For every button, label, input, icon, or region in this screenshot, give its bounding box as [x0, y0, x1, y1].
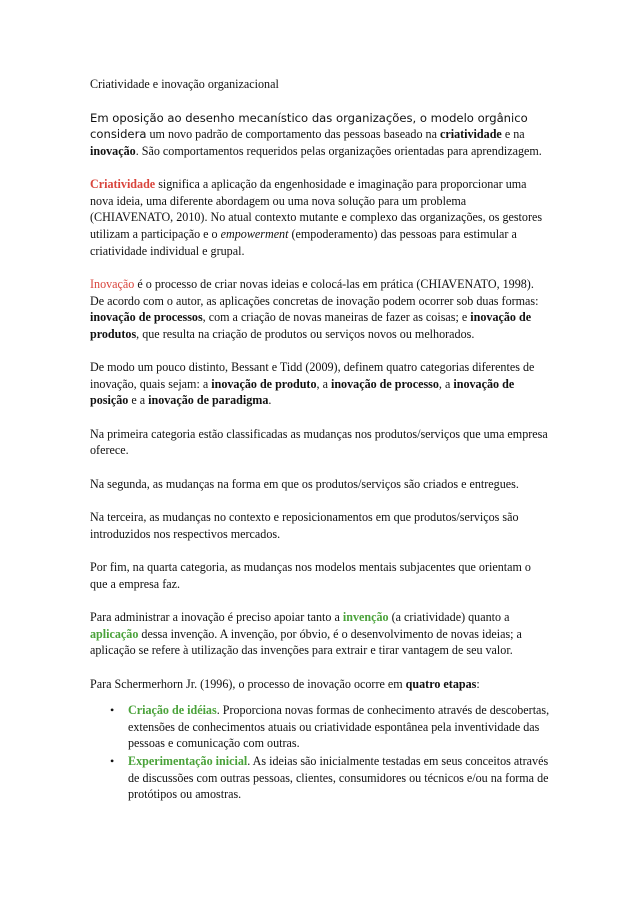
- bold-term: inovação de paradigma: [148, 393, 269, 408]
- list-item: [90, 702, 550, 752]
- text-run: (empoderamento) das pessoas para estimular a criatividade individual e grupal.: [90, 226, 517, 258]
- document-title: Criatividade e inovação organizacional: [90, 77, 279, 91]
- paragraph-creativity: [90, 176, 550, 259]
- text-run: .: [268, 393, 272, 408]
- bold-term: inovação de produto: [211, 376, 317, 391]
- text-run: e a: [128, 393, 149, 408]
- highlight-term: Inovação: [90, 276, 135, 291]
- highlight-term: invenção: [342, 610, 389, 625]
- text-run: significa a aplicação da engenhosidade e imaginação para proporcionar uma nova ideia, uma diferente abordagem ou uma nova solução para um problema (CHIAVENATO, 2010). No atual contexto mutante e complexo das organizações, os gestores utilizam a participação e o: [90, 177, 543, 241]
- bold-term: quatro etapas: [405, 676, 477, 691]
- list-item-text: . Proporciona novas formas de conhecimento através de descobertas, extensões de conhecimentos atuais ou criatividade espontânea pela inventividade das pessoas e comunicação com outras.: [128, 703, 550, 751]
- text-run: e na: [501, 127, 525, 142]
- document-page: [90, 76, 550, 804]
- paragraph-invention-application: [90, 609, 550, 659]
- text-run: , que resulta na criação de produtos ou serviços novos ou melhorados.: [136, 326, 475, 341]
- bold-term: inovação de processo: [330, 376, 439, 391]
- paragraph-organic-model: [90, 110, 550, 160]
- bullet-icon: •: [110, 703, 115, 718]
- list-item-text: . As ideias são inicialmente testadas em seus conceitos através de discussões com outras pessoas, clientes, consumidores ou técnicos e/ou na forma de protótipos ou amostras.: [128, 753, 549, 802]
- italic-term: empowerment: [220, 226, 289, 241]
- paragraph-innovation: [90, 276, 550, 342]
- list-item: [90, 753, 550, 803]
- text-run: Para Schermerhorn Jr. (1996), o processo de inovação ocorre em: [90, 676, 406, 691]
- list-item-heading: Criação de idéias: [128, 703, 217, 718]
- text-run: De modo um pouco distinto, Bessant e Tidd (2009), definem quatro categorias diferentes de inovação, quais sejam: a: [90, 360, 535, 391]
- text-run: , a: [438, 376, 454, 391]
- bold-term: inovação de produtos: [90, 310, 532, 341]
- bold-term: inovação de posição: [90, 376, 515, 408]
- paragraph-third-category: Na terceira, as mudanças no contexto e reposicionamentos em que produtos/serviços são introduzidos nos respectivos mercados.: [90, 510, 519, 541]
- paragraph-first-category: Na primeira categoria estão classificadas as mudanças nos produtos/serviços que uma empresa oferece.: [90, 426, 548, 458]
- paragraph-fourth-category: Por fim, na quarta categoria, as mudanças nos modelos mentais subjacentes que orientam o que a empresa faz.: [90, 560, 531, 591]
- paragraph-categories: [90, 359, 550, 409]
- bold-term: criatividade: [439, 127, 502, 142]
- list-item-heading: Experimentação inicial: [128, 753, 248, 768]
- paragraph-four-stages: [90, 676, 550, 693]
- text-run: :: [476, 676, 480, 691]
- text-run: , com a criação de novas maneiras de fazer as coisas; e: [202, 310, 471, 325]
- sans-text: Em oposição ao desenho mecanístico das organizações, o modelo orgânico: [90, 110, 528, 125]
- bold-term: inovação de processos: [90, 310, 203, 325]
- text-run: dessa invenção. A invenção, por óbvio, é o desenvolvimento de novas ideias; a aplicação se refere à utilização das invenções para extrair e tirar vantagem de seu valor.: [90, 626, 522, 658]
- sans-text: considera: [90, 127, 147, 142]
- bullet-icon: •: [110, 753, 115, 768]
- text-run: (a criatividade) quanto a: [388, 610, 510, 625]
- stages-list: [90, 702, 550, 803]
- paragraph-second-category: Na segunda, as mudanças na forma em que os produtos/serviços são criados e entregues.: [90, 476, 519, 491]
- text-run: um novo padrão de comportamento das pessoas baseado na: [146, 127, 440, 142]
- text-run: . São comportamentos requeridos pelas organizações orientadas para aprendizagem.: [135, 143, 542, 158]
- highlight-term: Criatividade: [90, 177, 156, 192]
- text-run: Para administrar a inovação é preciso apoiar tanto a: [90, 610, 343, 625]
- bold-term: inovação: [90, 143, 136, 158]
- highlight-term: aplicação: [90, 626, 139, 641]
- text-run: , a: [316, 376, 331, 391]
- text-run: é o processo de criar novas ideias e colocá-las em prática (CHIAVENATO, 1998). De acordo com o autor, as aplicações concretas de inovação podem ocorrer sob duas formas:: [90, 276, 539, 308]
